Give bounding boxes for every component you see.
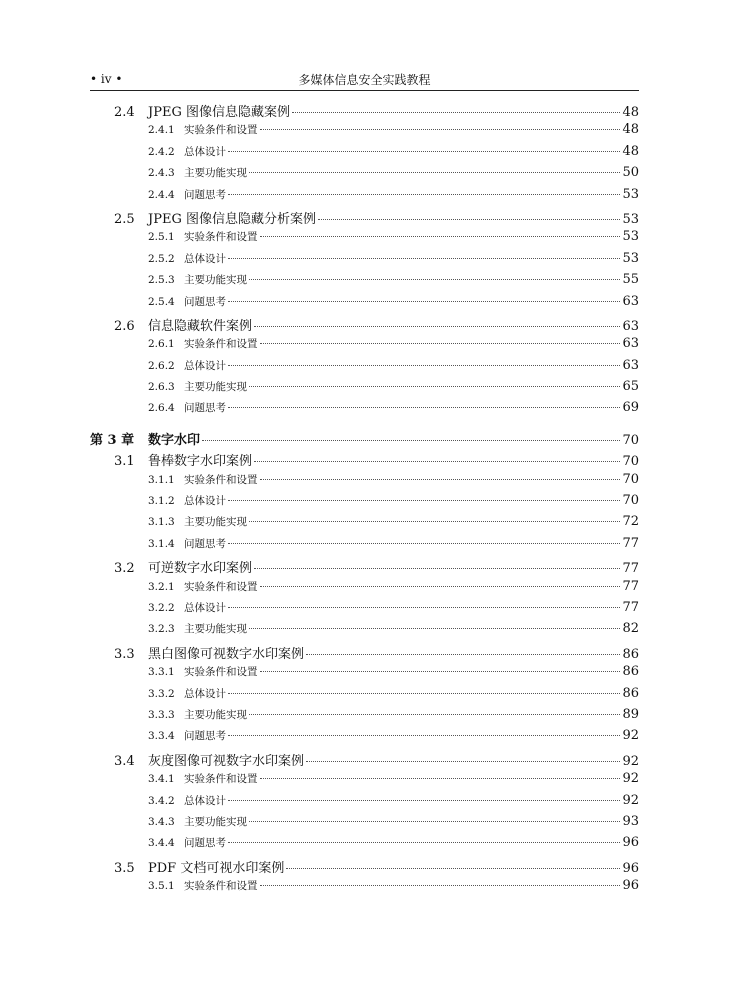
toc-subsection-entry[interactable] bbox=[90, 707, 639, 728]
toc-entry-number: 3.4.1 bbox=[148, 773, 175, 786]
toc-entry-title: 问题思考 bbox=[184, 837, 226, 850]
toc-entry-title: 总体设计 bbox=[184, 359, 226, 372]
toc-subsection-entry[interactable] bbox=[90, 165, 639, 186]
dot-leader bbox=[260, 778, 621, 779]
toc-page-number: 70 bbox=[622, 493, 639, 509]
dot-leader bbox=[249, 172, 620, 173]
toc-entry-title: 主要功能实现 bbox=[184, 708, 247, 721]
toc-subsection-entry[interactable] bbox=[90, 272, 639, 293]
toc-page-number: 89 bbox=[622, 706, 639, 722]
toc-entry-number: 3.2.1 bbox=[148, 580, 175, 593]
toc-page-number: 77 bbox=[622, 578, 639, 594]
toc-page-number: 53 bbox=[622, 229, 639, 245]
toc-subsection-entry[interactable] bbox=[90, 400, 639, 421]
toc-entry-title: 实验条件和设置 bbox=[184, 338, 258, 351]
toc-entry-title: PDF 文档可视水印案例 bbox=[148, 860, 285, 876]
toc-section-entry[interactable] bbox=[90, 315, 639, 336]
toc-section-entry[interactable] bbox=[90, 450, 639, 471]
toc-page-number: 92 bbox=[622, 753, 639, 769]
toc-entry-number: 3.3 bbox=[114, 646, 135, 662]
toc-entry-number: 2.6.2 bbox=[148, 359, 175, 372]
toc-entry-number: 2.5.3 bbox=[148, 274, 175, 287]
toc-subsection-entry[interactable] bbox=[90, 187, 639, 208]
toc-entry-title: 鲁棒数字水印案例 bbox=[148, 454, 253, 470]
toc-entry-number: 第 3 章 bbox=[90, 432, 135, 448]
toc-entry-title: 总体设计 bbox=[184, 145, 226, 158]
toc-page-number: 86 bbox=[622, 646, 639, 662]
toc-entry-title: JPEG 图像信息隐藏案例 bbox=[148, 105, 290, 120]
toc-subsection-entry[interactable] bbox=[90, 472, 639, 493]
table-of-contents bbox=[90, 101, 639, 899]
toc-subsection-entry[interactable] bbox=[90, 514, 639, 535]
dot-leader bbox=[228, 842, 620, 843]
toc-page-number: 86 bbox=[622, 685, 639, 701]
toc-page-number: 53 bbox=[622, 250, 639, 266]
dot-leader bbox=[260, 236, 621, 237]
dot-leader bbox=[260, 586, 621, 587]
header-rule bbox=[90, 90, 639, 91]
toc-subsection-entry[interactable] bbox=[90, 294, 639, 315]
toc-page-number: 63 bbox=[622, 357, 639, 373]
dot-leader bbox=[228, 301, 620, 302]
toc-subsection-entry[interactable] bbox=[90, 686, 639, 707]
dot-leader bbox=[260, 343, 621, 344]
toc-page-number: 70 bbox=[622, 432, 639, 448]
toc-subsection-entry[interactable] bbox=[90, 493, 639, 514]
toc-entry-number: 2.6.4 bbox=[148, 402, 175, 415]
toc-entry-number: 2.5.2 bbox=[148, 252, 175, 265]
dot-leader bbox=[249, 714, 620, 715]
toc-page-number: 77 bbox=[622, 535, 639, 551]
dot-leader bbox=[228, 800, 620, 801]
toc-section-entry[interactable] bbox=[90, 557, 639, 578]
toc-subsection-entry[interactable] bbox=[90, 251, 639, 272]
toc-entry-title: 问题思考 bbox=[184, 188, 226, 201]
toc-entry-title: 黑白图像可视数字水印案例 bbox=[148, 646, 305, 662]
toc-subsection-entry[interactable] bbox=[90, 358, 639, 379]
dot-leader bbox=[254, 326, 620, 327]
toc-section-entry[interactable] bbox=[90, 208, 639, 229]
toc-entry-number: 3.4 bbox=[114, 753, 135, 769]
toc-entry-title: 主要功能实现 bbox=[184, 516, 247, 529]
dot-leader bbox=[228, 607, 620, 608]
toc-entry-number: 3.2 bbox=[114, 561, 135, 577]
toc-entry-number: 3.1.1 bbox=[148, 473, 175, 486]
toc-page-number: 48 bbox=[622, 122, 639, 138]
dot-leader bbox=[260, 129, 621, 130]
toc-entry-number: 3.1.3 bbox=[148, 516, 175, 529]
toc-entry-title: 总体设计 bbox=[184, 687, 226, 700]
toc-section-entry[interactable] bbox=[90, 643, 639, 664]
toc-entry-number: 3.3.1 bbox=[148, 666, 175, 679]
dot-leader bbox=[318, 219, 620, 220]
toc-entry-title: 总体设计 bbox=[184, 794, 226, 807]
toc-subsection-entry[interactable] bbox=[90, 229, 639, 250]
toc-subsection-entry[interactable] bbox=[90, 621, 639, 642]
toc-page-number: 96 bbox=[622, 860, 639, 876]
toc-entry-title: 实验条件和设置 bbox=[184, 124, 258, 137]
toc-entry-number: 3.1.2 bbox=[148, 495, 175, 508]
toc-subsection-entry[interactable] bbox=[90, 793, 639, 814]
toc-entry-title: 主要功能实现 bbox=[184, 623, 247, 636]
toc-page-number: 53 bbox=[622, 186, 639, 202]
toc-entry-number: 2.5 bbox=[114, 211, 135, 227]
toc-page-number: 70 bbox=[622, 471, 639, 487]
toc-page-number: 92 bbox=[622, 728, 639, 744]
toc-page-number: 48 bbox=[622, 143, 639, 159]
toc-section-entry[interactable] bbox=[90, 101, 639, 122]
toc-page-number: 63 bbox=[622, 318, 639, 334]
toc-entry-title: 灰度图像可视数字水印案例 bbox=[148, 753, 305, 769]
toc-subsection-entry[interactable] bbox=[90, 728, 639, 749]
running-title: 多媒体信息安全实践教程 bbox=[298, 73, 431, 87]
dot-leader bbox=[228, 258, 620, 259]
toc-entry-title: 实验条件和设置 bbox=[184, 231, 258, 244]
toc-page-number: 93 bbox=[622, 813, 639, 829]
toc-entry-number: 2.6.1 bbox=[148, 338, 175, 351]
dot-leader bbox=[249, 628, 620, 629]
dot-leader bbox=[306, 654, 620, 655]
toc-section-entry[interactable] bbox=[90, 857, 639, 878]
dot-leader bbox=[228, 693, 620, 694]
toc-entry-number: 3.3.3 bbox=[148, 708, 175, 721]
toc-entry-title: JPEG 图像信息隐藏分析案例 bbox=[148, 211, 316, 227]
toc-entry-title: 问题思考 bbox=[184, 537, 226, 550]
toc-entry-title: 总体设计 bbox=[184, 495, 226, 508]
dot-leader bbox=[228, 194, 620, 195]
toc-subsection-entry[interactable] bbox=[90, 771, 639, 792]
toc-page-number: 86 bbox=[622, 664, 639, 680]
toc-entry-title: 数字水印 bbox=[148, 432, 201, 448]
toc-entry-title: 主要功能实现 bbox=[184, 274, 247, 287]
toc-entry-number: 3.3.2 bbox=[148, 687, 175, 700]
toc-page-number: 96 bbox=[622, 878, 639, 894]
toc-page-number: 63 bbox=[622, 336, 639, 352]
dot-leader bbox=[249, 386, 620, 387]
toc-page-number: 48 bbox=[622, 105, 639, 120]
toc-subsection-entry[interactable] bbox=[90, 336, 639, 357]
toc-entry-title: 可逆数字水印案例 bbox=[148, 561, 253, 577]
dot-leader bbox=[202, 440, 620, 441]
toc-subsection-entry[interactable] bbox=[90, 122, 639, 143]
toc-subsection-entry[interactable] bbox=[90, 379, 639, 400]
dot-leader bbox=[228, 365, 620, 366]
toc-page-number: 77 bbox=[622, 599, 639, 615]
dot-leader bbox=[249, 279, 620, 280]
toc-entry-number: 3.5 bbox=[114, 860, 135, 876]
toc-page-number: 69 bbox=[622, 400, 639, 416]
toc-page-number: 63 bbox=[622, 293, 639, 309]
page-header bbox=[90, 70, 639, 90]
toc-entry-number: 3.2.3 bbox=[148, 623, 175, 636]
dot-leader bbox=[286, 868, 620, 869]
toc-page-number: 92 bbox=[622, 792, 639, 808]
toc-entry-number: 3.1.4 bbox=[148, 537, 175, 550]
toc-subsection-entry[interactable] bbox=[90, 600, 639, 621]
toc-entry-title: 实验条件和设置 bbox=[184, 773, 258, 786]
toc-page-number: 53 bbox=[622, 211, 639, 227]
dot-leader bbox=[249, 521, 620, 522]
dot-leader bbox=[260, 479, 621, 480]
toc-page-number: 96 bbox=[622, 835, 639, 851]
toc-entry-title: 总体设计 bbox=[184, 601, 226, 614]
toc-entry-title: 主要功能实现 bbox=[184, 167, 247, 180]
dot-leader bbox=[254, 461, 620, 462]
toc-page-number: 65 bbox=[622, 379, 639, 395]
toc-entry-title: 主要功能实现 bbox=[184, 815, 247, 828]
toc-entry-title: 主要功能实现 bbox=[184, 381, 247, 394]
toc-entry-number: 2.4.2 bbox=[148, 145, 175, 158]
toc-entry-number: 3.4.2 bbox=[148, 794, 175, 807]
dot-leader bbox=[228, 407, 620, 408]
toc-page-number: 50 bbox=[622, 165, 639, 181]
toc-entry-title: 实验条件和设置 bbox=[184, 880, 258, 893]
dot-leader bbox=[228, 735, 620, 736]
toc-entry-title: 总体设计 bbox=[184, 252, 226, 265]
toc-entry-number: 2.4.4 bbox=[148, 188, 175, 201]
toc-entry-title: 实验条件和设置 bbox=[184, 580, 258, 593]
toc-entry-title: 信息隐藏软件案例 bbox=[148, 318, 253, 334]
toc-entry-number: 3.2.2 bbox=[148, 601, 175, 614]
toc-entry-number: 3.3.4 bbox=[148, 730, 175, 743]
toc-entry-title: 问题思考 bbox=[184, 295, 226, 308]
toc-entry-number: 2.4.3 bbox=[148, 167, 175, 180]
toc-entry-number: 2.6 bbox=[114, 318, 135, 334]
dot-leader bbox=[249, 821, 620, 822]
toc-entry-title: 问题思考 bbox=[184, 402, 226, 415]
toc-section-entry[interactable] bbox=[90, 750, 639, 771]
toc-entry-number: 2.4 bbox=[114, 105, 135, 120]
dot-leader bbox=[228, 151, 620, 152]
toc-entry-number: 2.5.1 bbox=[148, 231, 175, 244]
toc-entry-title: 实验条件和设置 bbox=[184, 473, 258, 486]
dot-leader bbox=[260, 671, 621, 672]
toc-entry-number: 3.5.1 bbox=[148, 880, 175, 893]
toc-subsection-entry[interactable] bbox=[90, 536, 639, 557]
toc-entry-number: 3.4.3 bbox=[148, 815, 175, 828]
toc-subsection-entry[interactable] bbox=[90, 814, 639, 835]
dot-leader bbox=[228, 500, 620, 501]
dot-leader bbox=[260, 885, 621, 886]
toc-page-number: 82 bbox=[622, 621, 639, 637]
toc-subsection-entry[interactable] bbox=[90, 664, 639, 685]
toc-subsection-entry[interactable] bbox=[90, 878, 639, 899]
toc-page-number: 92 bbox=[622, 771, 639, 787]
toc-subsection-entry[interactable] bbox=[90, 144, 639, 165]
toc-entry-title: 实验条件和设置 bbox=[184, 666, 258, 679]
dot-leader bbox=[306, 761, 620, 762]
toc-entry-number: 3.4.4 bbox=[148, 837, 175, 850]
toc-page-number: 77 bbox=[622, 561, 639, 577]
toc-subsection-entry[interactable] bbox=[90, 579, 639, 600]
toc-entry-number: 2.6.3 bbox=[148, 381, 175, 394]
dot-leader bbox=[228, 543, 620, 544]
toc-chapter-entry[interactable] bbox=[90, 429, 639, 450]
toc-entry-title: 问题思考 bbox=[184, 730, 226, 743]
toc-page-number: 72 bbox=[622, 514, 639, 530]
toc-subsection-entry[interactable] bbox=[90, 835, 639, 856]
toc-entry-number: 3.1 bbox=[114, 454, 135, 470]
dot-leader bbox=[254, 568, 620, 569]
page-number: • iv • bbox=[90, 72, 123, 86]
toc-entry-number: 2.4.1 bbox=[148, 124, 175, 137]
toc-page-number: 55 bbox=[622, 272, 639, 288]
toc-entry-number: 2.5.4 bbox=[148, 295, 175, 308]
dot-leader bbox=[292, 112, 620, 113]
toc-page-number: 70 bbox=[622, 454, 639, 470]
